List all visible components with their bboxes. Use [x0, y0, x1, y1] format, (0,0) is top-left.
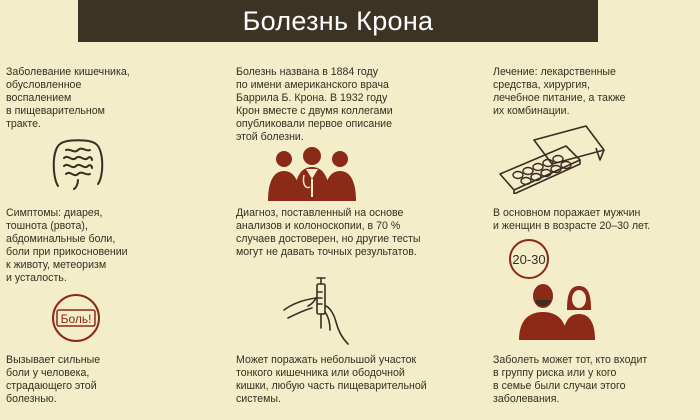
title-bar [78, 0, 598, 42]
pain-badge-icon [50, 293, 102, 343]
age-badge-label: 20-30 [512, 252, 546, 267]
treatment-text: Лечение: лекарственные средства, хирургия, лечебное питание, а также их комбинации. [493, 66, 626, 117]
intestine-icon [48, 136, 108, 190]
syringe-icon [282, 276, 362, 346]
history-text: Болезнь названа в 1884 году по имени американского врача Баррила Б. Крона. В 1932 году Крон вместе с двумя коллегами опубликовали первое описание этой болезни. [236, 66, 393, 143]
pain-text: Вызывает сильные боли у человека, страдающего этой болезнью. [6, 354, 101, 405]
risk-group-text: Заболеть может тот, кто входит в группу риска или у кого в семье были случаи этого заболевания. [493, 354, 648, 405]
definition-text: Заболевание кишечника, обусловленное воспалением в пищеварительном тракте. [6, 66, 130, 130]
doctors-icon [266, 145, 358, 201]
symptoms-text: Симптомы: диарея, тошнота (рвота), абдоминальные боли, боли при прикосновении к животу, метеоризм и усталость. [6, 207, 128, 284]
age-group-text: В основном поражает мужчин и женщин в возрасте 20–30 лет. [493, 207, 651, 232]
pain-badge-label: Боль! [60, 312, 92, 326]
couple-icon [509, 238, 609, 340]
diagnosis-text: Диагноз, поставленный на основе анализов и колоноскопии, в 70 % случаев достоверен, но другие тесты могут не давать точных результатов. [236, 207, 421, 258]
location-text: Может поражать небольшой участок тонкого кишечника или ободочной кишки, любую часть пищеварительной системы. [236, 354, 427, 405]
pills-blister-icon [496, 122, 608, 194]
page-title: Болезнь Крона [242, 5, 434, 36]
